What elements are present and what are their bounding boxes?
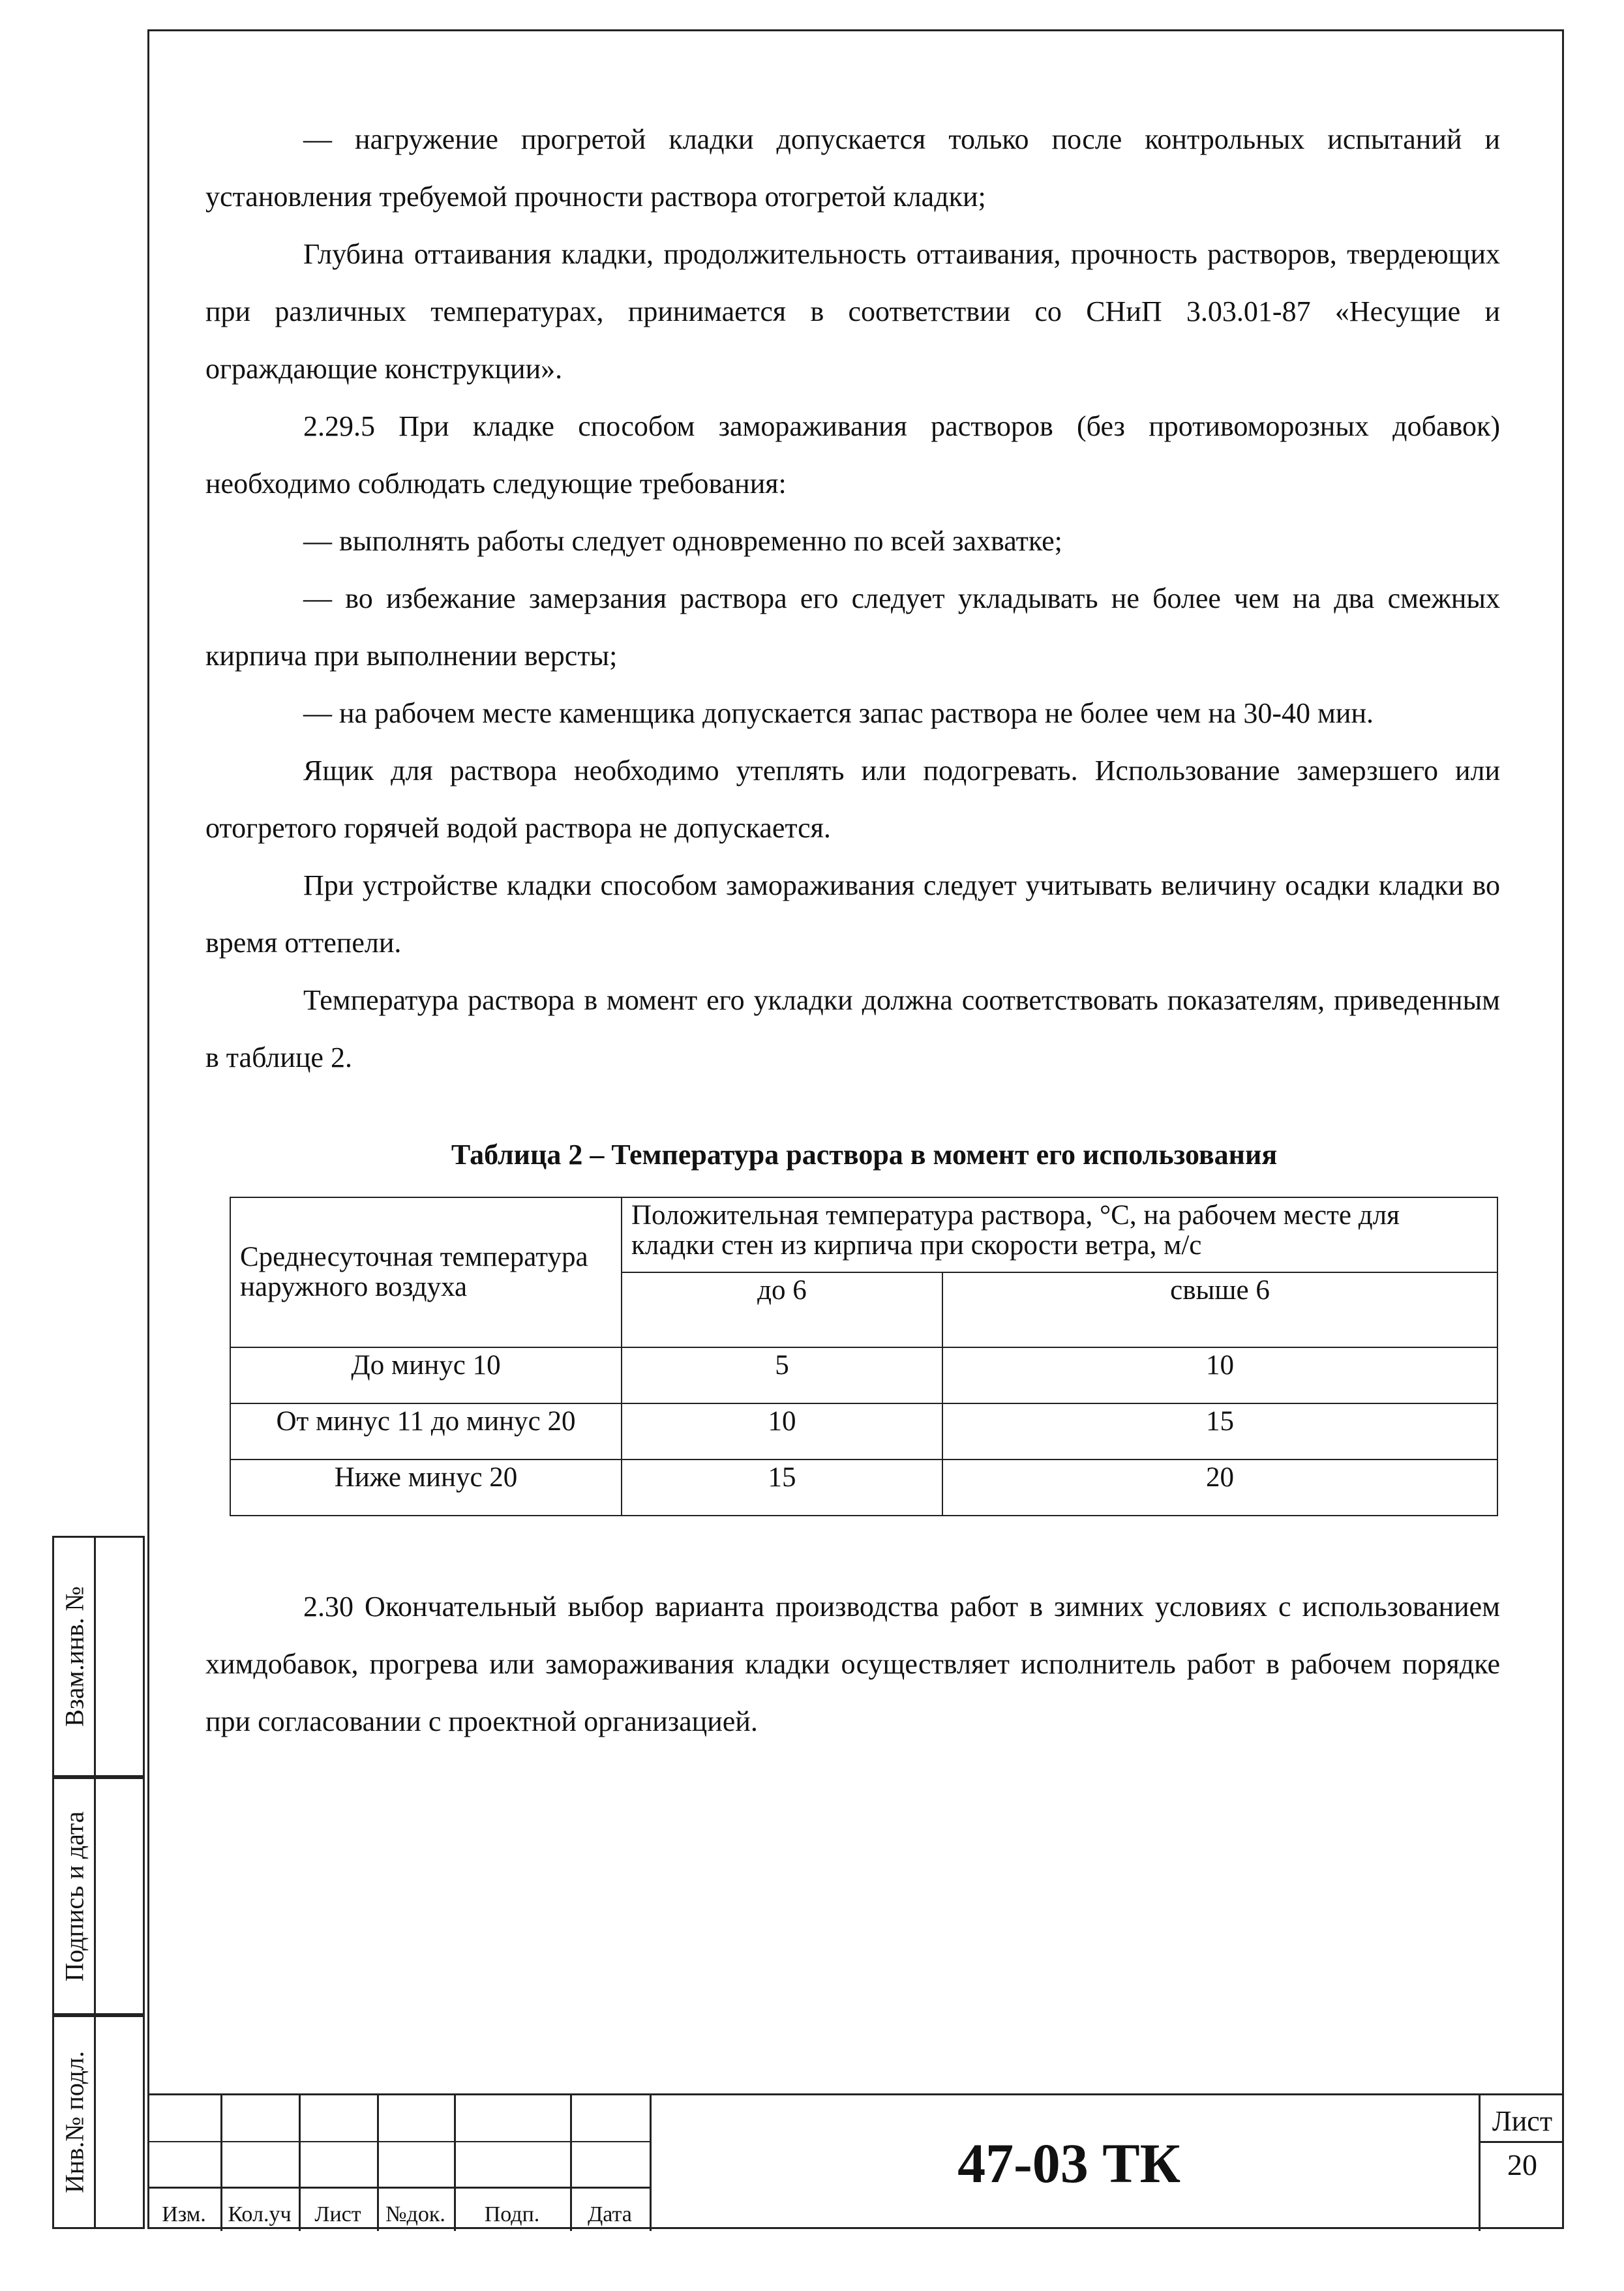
sheet-box xyxy=(1479,2095,1564,2231)
table-cell: 10 xyxy=(942,1347,1497,1403)
stamp-label: Взам.инв. № xyxy=(59,1586,89,1727)
table-cell: До минус 10 xyxy=(230,1347,622,1403)
sheet-number: 20 xyxy=(1507,2148,1537,2181)
table-cell: От минус 11 до минус 20 xyxy=(230,1403,622,1460)
stamp-signature-date xyxy=(52,1777,145,2015)
stamp-original-inventory xyxy=(52,2015,145,2229)
col-header: Дата xyxy=(588,2202,632,2226)
sheet-label: Лист xyxy=(1481,2102,1564,2143)
col-header: Изм. xyxy=(162,2202,206,2226)
paragraph: Температура раствора в момент его укладки должна соответствовать показателям, приведенным в таблице 2. xyxy=(205,984,1500,1073)
title-block xyxy=(147,2093,1564,2231)
paragraph: — на рабочем месте каменщика допускается запас раствора не более чем на 30-40 мин. xyxy=(303,697,1374,729)
table-header-group: Положительная температура раствора, °С, на рабочем месте для кладки стен из кирпича при скорости ветра, м/с xyxy=(622,1197,1497,1272)
col-header: Лист xyxy=(314,2202,361,2226)
paragraph: — во избежание замерзания раствора его следует укладывать не более чем на два смежных кирпича при выполнении версты; xyxy=(205,582,1500,672)
stamp-label: Подпись и дата xyxy=(59,1810,89,1982)
paragraph: Глубина оттаивания кладки, продолжительность оттаивания, прочность растворов, твердеющих при различных температурах, принимается в соответствии со СНиП 3.03.01-87 «Несущие и ограждающие конструкции». xyxy=(205,238,1500,385)
document-code: 47-03 ТК xyxy=(650,2095,1486,2231)
paragraph: — выполнять работы следует одновременно по всей захватке; xyxy=(303,525,1062,557)
table-cell: 15 xyxy=(942,1403,1497,1460)
revision-grid xyxy=(147,2095,650,2231)
paragraph: 2.29.5 При кладке способом замораживания растворов (без противоморозных добавок) необходимо соблюдать следующие требования: xyxy=(205,410,1500,500)
table-subheader: до 6 xyxy=(622,1272,942,1347)
table-cell: 15 xyxy=(622,1460,942,1516)
table-row xyxy=(230,1460,1497,1516)
table-cell: 10 xyxy=(622,1403,942,1460)
table-cell: Ниже минус 20 xyxy=(230,1460,622,1516)
col-header: Кол.уч xyxy=(228,2202,292,2226)
table-subheader: свыше 6 xyxy=(942,1272,1497,1347)
col-header: Подп. xyxy=(484,2202,540,2226)
final-paragraph: 2.30 Окончательный выбор варианта производства работ в зимних условиях с использованием химдобавок, прогрева или замораживания кладки осуществляет исполнитель работ в рабочем порядке при согласовании с проектной организацией. xyxy=(205,1591,1500,1737)
col-header: №док. xyxy=(385,2202,445,2226)
temperature-table xyxy=(230,1197,1498,1516)
body-text xyxy=(205,111,1500,1086)
paragraph: — нагружение прогретой кладки допускается только после контрольных испытаний и установления требуемой прочности раствора отогретой кладки; xyxy=(205,123,1500,213)
stamp-label: Инв.№ подл. xyxy=(59,2051,89,2193)
table-header-col1: Среднесуточная температура наружного воздуха xyxy=(230,1197,622,1347)
table-row xyxy=(230,1347,1497,1403)
paragraph: Ящик для раствора необходимо утеплять или подогревать. Использование замерзшего или отогретого горячей водой раствора не допускается. xyxy=(205,755,1500,844)
table-cell: 20 xyxy=(942,1460,1497,1516)
table-caption: Таблица 2 – Температура раствора в момент его использования xyxy=(451,1139,1278,1171)
table-cell: 5 xyxy=(622,1347,942,1403)
paragraph: При устройстве кладки способом замораживания следует учитывать величину осадки кладки во время оттепели. xyxy=(205,869,1500,959)
stamp-replacement-inventory xyxy=(52,1536,145,1777)
table-row xyxy=(230,1403,1497,1460)
